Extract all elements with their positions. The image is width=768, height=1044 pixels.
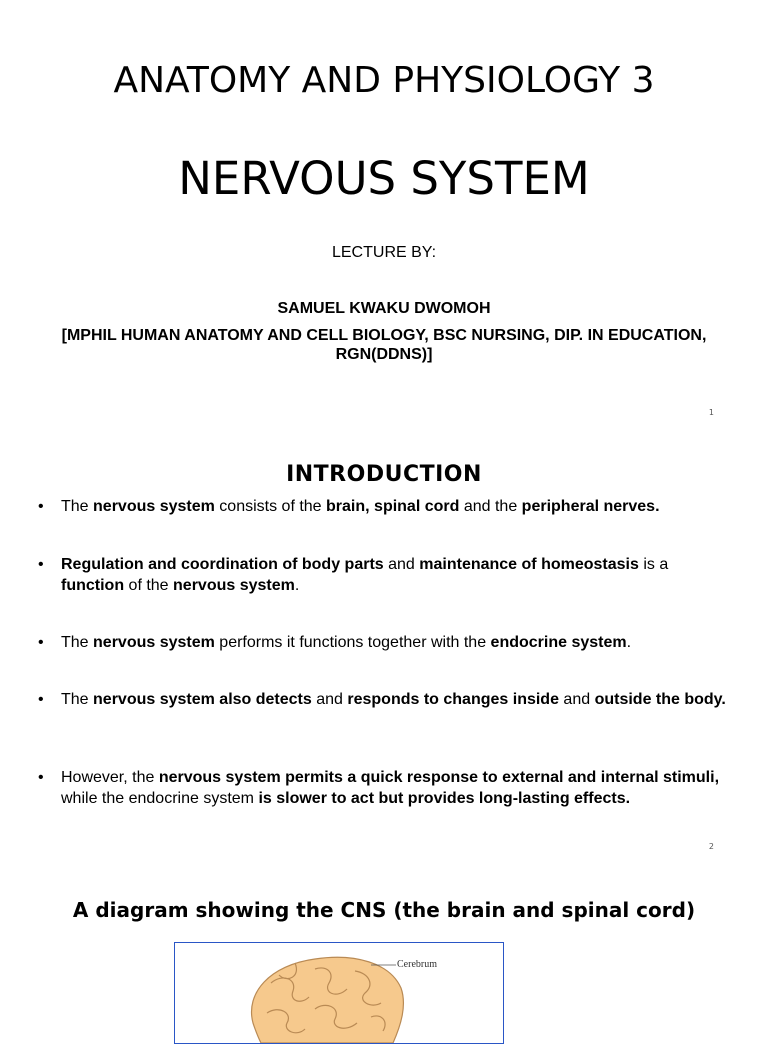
bullet-item — [38, 767, 728, 809]
text-run: . — [294, 577, 300, 594]
slide-page-number: 1 — [708, 408, 714, 417]
diagram-heading: A diagram showing the CNS (the brain and spinal cord) — [72, 898, 696, 922]
text-run: . — [626, 634, 632, 651]
brain-illustration — [175, 943, 503, 1043]
lecturer-qualifications: [MPHIL HUMAN ANATOMY AND CELL BIOLOGY, BSC NURSING, DIP. IN EDUCATION, RGN(DDNS)] — [61, 327, 707, 363]
bullet-text — [61, 554, 728, 596]
bold-text-run: Regulation and coordination of body parts — [61, 556, 384, 573]
bold-text-run: nervous system also detects — [93, 691, 312, 708]
bold-text-run: endocrine system — [490, 634, 627, 651]
bullet-text — [61, 689, 728, 710]
course-title: ANATOMY AND PHYSIOLOGY 3 — [113, 60, 655, 101]
bold-text-run: function — [61, 577, 125, 594]
bullet-marker: • — [38, 691, 44, 708]
cns-diagram — [174, 942, 504, 1044]
bullet-item — [38, 689, 728, 710]
bold-text-run: outside the body. — [594, 691, 726, 708]
bullet-text — [61, 767, 728, 809]
introduction-heading: INTRODUCTION — [286, 462, 482, 487]
text-run: and — [311, 691, 348, 708]
text-run: and — [383, 556, 420, 573]
bold-text-run: responds to changes inside — [347, 691, 559, 708]
bold-text-run: nervous system — [93, 634, 215, 651]
bold-text-run: nervous system permits a quick response to external and internal stimuli, — [158, 769, 720, 786]
text-run: of the — [124, 577, 174, 594]
main-title: NERVOUS SYSTEM — [178, 152, 590, 205]
slide-page-number: 2 — [708, 842, 714, 851]
bullet-item — [38, 496, 728, 517]
bold-text-run: maintenance of homeostasis — [419, 556, 639, 573]
bold-text-run: nervous system — [93, 498, 215, 515]
bullet-marker: • — [38, 556, 44, 573]
bullet-marker: • — [38, 634, 44, 651]
bullet-text — [61, 496, 728, 517]
bold-text-run: brain, spinal cord — [326, 498, 460, 515]
bullet-item — [38, 632, 728, 653]
lecture-by-label: LECTURE BY: — [331, 244, 437, 261]
text-run: The — [61, 691, 94, 708]
lecturer-name: SAMUEL KWAKU DWOMOH — [277, 300, 491, 317]
bold-text-run: is slower to act but provides long-lasting effects. — [258, 790, 631, 807]
bullet-marker: • — [38, 769, 44, 786]
cerebrum-label: Cerebrum — [397, 959, 437, 970]
text-run: while the endocrine system — [61, 790, 259, 807]
bullet-marker: • — [38, 498, 44, 515]
text-run: consists of the — [214, 498, 327, 515]
text-run: is a — [638, 556, 669, 573]
introduction-bullet-list — [38, 0, 728, 1024]
bullet-item — [38, 554, 728, 596]
bold-text-run: nervous system — [173, 577, 295, 594]
bold-text-run: peripheral nerves. — [521, 498, 660, 515]
text-run: The — [61, 634, 94, 651]
text-run: and the — [459, 498, 522, 515]
text-run: and — [558, 691, 595, 708]
text-run: The — [61, 498, 94, 515]
bullet-text — [61, 632, 728, 653]
text-run: However, the — [61, 769, 159, 786]
text-run: performs it functions together with the — [214, 634, 491, 651]
